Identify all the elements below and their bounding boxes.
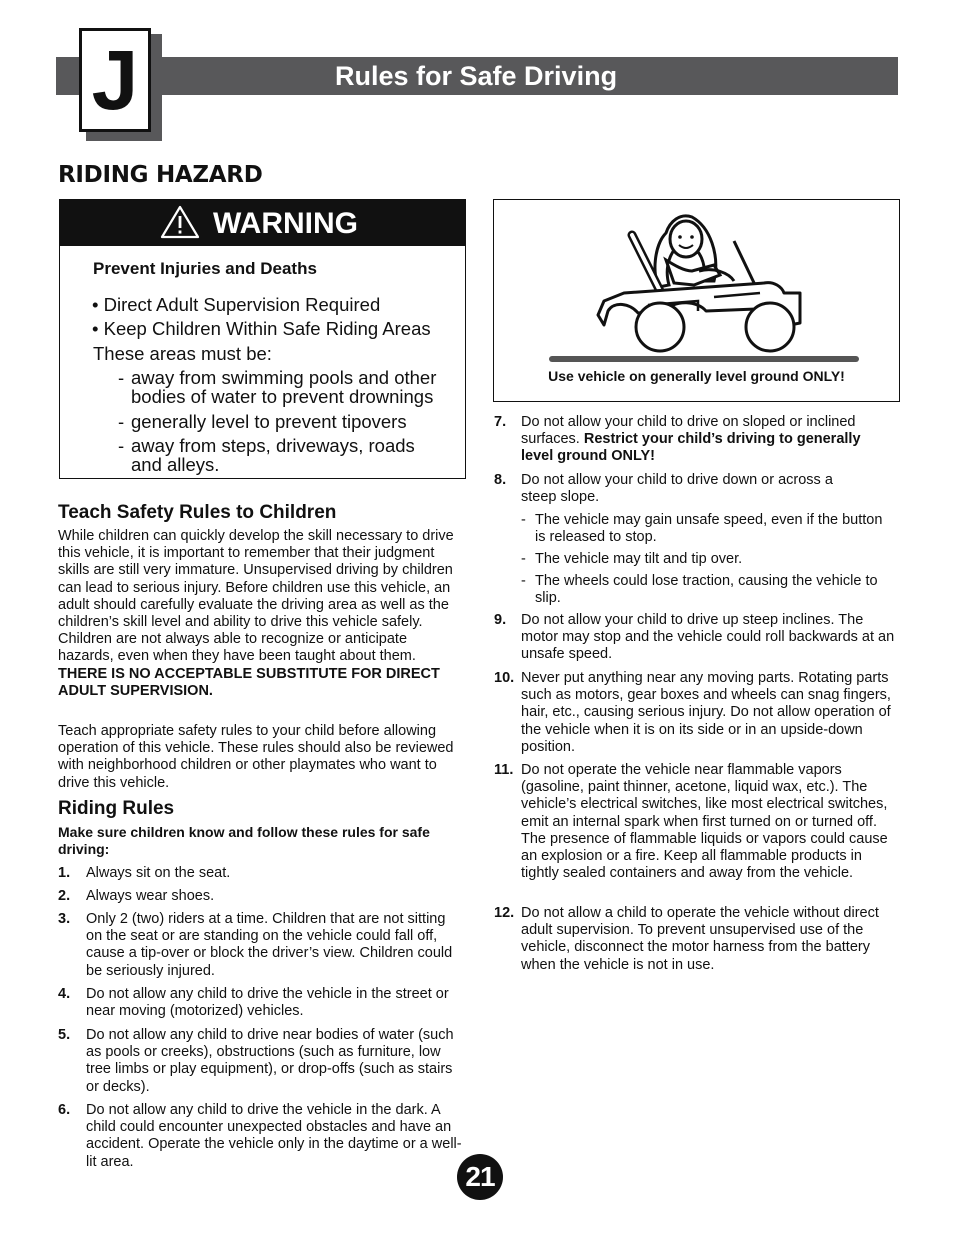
area-dash: - <box>118 435 125 456</box>
sub-item-dash: - <box>521 512 526 528</box>
sub-item-text: The wheels could lose traction, causing the vehicle to slip. <box>535 573 878 607</box>
sub-item <box>521 551 891 568</box>
warning-bullet: • Direct Adult Supervision Required <box>92 294 381 315</box>
list-item <box>494 905 900 974</box>
warning-bullet: • Keep Children Within Safe Riding Areas <box>92 318 431 339</box>
list-item <box>58 888 466 905</box>
page-number: 21 <box>457 1154 503 1200</box>
section-tab-letter: J <box>79 28 151 132</box>
list-item-number: 6. <box>58 1102 71 1118</box>
area-dash: - <box>118 367 125 388</box>
teach-paragraph <box>58 528 456 700</box>
list-item-number: 5. <box>58 1027 71 1043</box>
list-item-number: 9. <box>494 612 507 628</box>
illustration-caption: Use vehicle on generally level ground ONLY! <box>548 368 845 384</box>
area-line: generally level to prevent tipovers <box>131 411 407 432</box>
sub-item-dash: - <box>521 573 526 589</box>
list-item-text: Always sit on the seat. <box>86 865 231 881</box>
list-item-text: Do not allow a child to operate the vehicle without direct adult supervision. To prevent unsupervised use of the vehicle, disconnect the motor harness from the battery when the vehicle is not in use. <box>521 905 879 973</box>
area-dash: - <box>118 411 125 432</box>
list-item-text-plain: Do not allow your child to drive on sloped or inclined surfaces. <box>521 414 856 448</box>
area-line: away from steps, driveways, roads <box>131 435 415 456</box>
sub-item <box>521 512 891 546</box>
warning-areas-intro: These areas must be: <box>93 343 272 364</box>
warning-box <box>59 199 466 479</box>
teach-heading: Teach Safety Rules to Children <box>58 502 337 523</box>
list-item <box>494 612 898 664</box>
list-item-text: Never put anything near any moving parts. Rotating parts such as motors, gear boxes and wheels can snag fingers, hair, etc., causing serious injury. Do not allow operation of the vehicle when it is on its side or in an upside-down position. <box>521 670 891 755</box>
list-item <box>58 1027 468 1096</box>
list-item <box>58 911 458 980</box>
list-item <box>494 414 894 466</box>
warning-label: WARNING <box>213 207 358 240</box>
area-line: and alleys. <box>131 454 220 475</box>
list-item <box>494 472 894 506</box>
sub-item-text: The vehicle may gain unsafe speed, even if the button is released to stop. <box>535 512 883 546</box>
riding-rules-intro: Make sure children know and follow these rules for safe driving: <box>58 824 430 858</box>
child-in-ride-on-vehicle-icon <box>534 205 874 365</box>
list-item-text: Do not operate the vehicle near flammable vapors (gasoline, paint thinner, acetone, liquid wax, etc.). The vehicle’s electrical switches, like most electrical switches, emit an internal spark when first turned on or turned off. The presence of flammable liquids or vapors could cause an explosion or a fire. Keep all flammable products in tightly sealed containers and away from the vehicle. <box>521 762 888 882</box>
list-item-number: 12. <box>494 905 515 921</box>
list-item-number: 4. <box>58 986 71 1002</box>
sub-item-text: The vehicle may tilt and tip over. <box>535 551 743 567</box>
sub-item <box>521 573 891 607</box>
list-item-number: 10. <box>494 670 515 686</box>
teach-paragraph-text: While children can quickly develop the skill necessary to drive this vehicle, it is important to remember that their judgment skills are still very immature. Unsupervised driving by children can lead to serious injury. Before children use this vehicle, an adult should carefully evaluate the driving area as well as the children’s skill level and ability to drive this vehicle safely. Children are not always able to recognize or anticipate hazards, even when they have been taught about them. <box>58 528 454 665</box>
list-item-number: 7. <box>494 414 507 430</box>
list-item-text: Do not allow your child to drive down or across a steep slope. <box>521 472 833 506</box>
warning-heading: Prevent Injuries and Deaths <box>93 259 317 278</box>
list-item-text: Only 2 (two) riders at a time. Children that are not sitting on the seat or are standing on the vehicle could fall off, cause a tip-over or block the driver’s view. Children could be seriously injured. <box>86 911 453 979</box>
list-item <box>494 762 898 882</box>
warning-header <box>60 200 465 246</box>
list-item-text: Do not allow your child to drive up steep inclines. The motor may stop and the vehicle could roll backwards at an unsafe speed. <box>521 612 895 663</box>
list-item-text: Do not allow any child to drive near bodies of water (such as pools or creeks), obstructions (such as furniture, low tree limbs or play equipment), or drop-offs (such as stairs or decks). <box>86 1027 454 1095</box>
list-item <box>58 865 466 882</box>
list-item-text: Do not allow any child to drive the vehicle in the street or near moving (motorized) vehicles. <box>86 986 449 1020</box>
list-item <box>58 986 458 1020</box>
illustration-box <box>493 199 900 402</box>
area-line: bodies of water to prevent drownings <box>131 386 434 407</box>
page-title: Rules for Safe Driving <box>335 61 618 91</box>
warning-triangle-icon <box>160 205 200 239</box>
sub-item-dash: - <box>521 551 526 567</box>
list-item <box>58 1102 468 1171</box>
section-heading: RIDING HAZARD <box>58 162 263 188</box>
list-item <box>494 670 898 756</box>
riding-rules-heading: Riding Rules <box>58 798 175 819</box>
teach-paragraph-2: Teach appropriate safety rules to your child before allowing operation of this vehicle. These rules should also be reviewed with neighborhood children or other playmates who want to drive this vehicle. <box>58 723 454 791</box>
list-item-number: 1. <box>58 865 71 881</box>
list-item-text <box>521 414 894 466</box>
list-item-text: Do not allow any child to drive the vehicle in the dark. A child could encounter unexpected obstacles and have an accident. Operate the vehicle only in the daytime or a well-lit area. <box>86 1102 462 1170</box>
list-item-number: 2. <box>58 888 71 904</box>
area-line: away from swimming pools and other <box>131 367 437 388</box>
list-item-number: 11. <box>494 762 514 778</box>
list-item-text-bold: Restrict your child’s driving to generally level ground ONLY! <box>521 431 861 465</box>
list-item-number: 8. <box>494 472 507 488</box>
list-item-text: Always wear shoes. <box>86 888 215 904</box>
teach-paragraph-bold: THERE IS NO ACCEPTABLE SUBSTITUTE FOR DIRECT ADULT SUPERVISION. <box>58 665 440 699</box>
list-item-number: 3. <box>58 911 71 927</box>
